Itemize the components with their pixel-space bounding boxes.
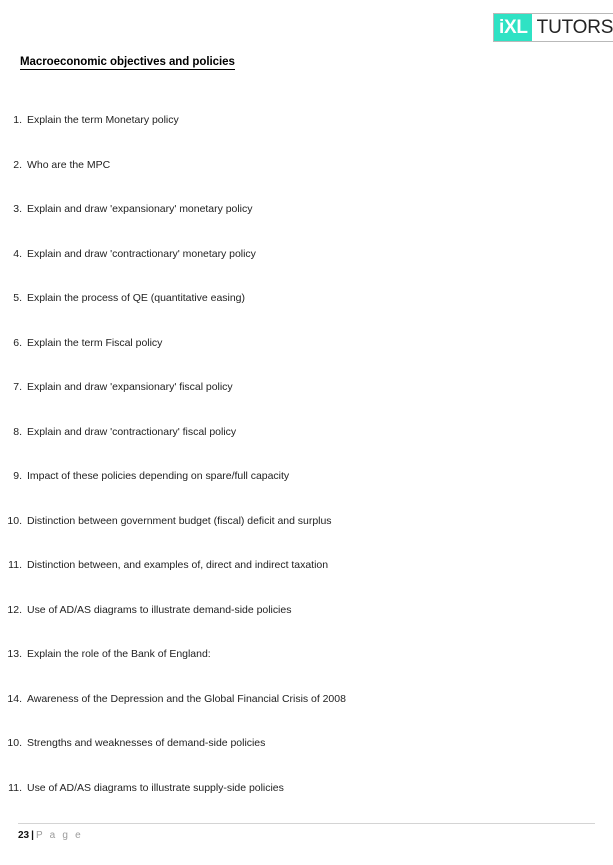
- list-item: [0, 426, 613, 471]
- logo-word-text: TUTORS: [532, 14, 613, 41]
- list-item-text: Explain the term Monetary policy: [27, 114, 179, 126]
- list-item: [0, 292, 613, 337]
- list-item: [0, 337, 613, 382]
- list-item-text: Use of AD/AS diagrams to illustrate demand-side policies: [27, 603, 292, 616]
- list-item: [0, 559, 613, 604]
- list-item: [0, 248, 613, 293]
- list-item-number: 13.: [7, 648, 22, 660]
- page-header: [0, 0, 613, 50]
- list-item-text: Impact of these policies depending on spare/full capacity: [27, 470, 290, 482]
- list-item: [0, 737, 613, 782]
- list-item-text: Strengths and weaknesses of demand-side policies: [27, 737, 266, 749]
- list-item-text: Explain and draw 'contractionary' monetary policy: [27, 247, 256, 260]
- list-item: [0, 203, 613, 248]
- list-item-text: Explain the process of QE (quantitative easing): [27, 292, 245, 304]
- list-item-number: 3.: [13, 203, 22, 215]
- list-item: [0, 381, 613, 426]
- list-item: [0, 782, 613, 827]
- ixl-tutors-logo: [493, 13, 613, 42]
- list-item-text: Use of AD/AS diagrams to illustrate supply-side policies: [27, 781, 284, 794]
- question-list: [0, 114, 613, 826]
- list-item: [0, 693, 613, 738]
- list-item: [0, 604, 613, 649]
- footer-page-number: 23: [18, 830, 30, 841]
- page-title: Macroeconomic objectives and policies: [20, 56, 235, 68]
- list-item-number: 9.: [13, 470, 22, 482]
- list-item-number: 4.: [13, 247, 22, 260]
- list-item: [0, 515, 613, 560]
- list-item-number: 5.: [13, 292, 22, 304]
- list-item-number: 8.: [13, 425, 22, 438]
- footer-page-label: P a g e: [35, 830, 83, 841]
- list-item: [0, 470, 613, 515]
- page-footer: [18, 823, 595, 841]
- list-item-text: Explain and draw 'expansionary' monetary policy: [27, 203, 253, 215]
- list-item-number: 12.: [7, 603, 22, 616]
- footer-separator: |: [31, 830, 34, 841]
- list-item: [0, 648, 613, 693]
- logo-mark-text: iXL: [494, 14, 532, 41]
- list-item-number: 10.: [7, 737, 22, 749]
- list-item-text: Explain and draw 'expansionary' fiscal policy: [27, 381, 233, 393]
- footer-content: [18, 824, 595, 841]
- list-item-number: 10.: [7, 514, 22, 527]
- list-item-text: Who are the MPC: [27, 158, 111, 171]
- list-item-number: 6.: [13, 336, 22, 349]
- list-item-text: Explain the term Fiscal policy: [27, 336, 163, 349]
- list-item-number: 1.: [13, 114, 22, 126]
- list-item: [0, 159, 613, 204]
- list-item: [0, 114, 613, 159]
- list-item-number: 11.: [8, 559, 22, 571]
- list-item-text: Distinction between, and examples of, direct and indirect taxation: [27, 559, 329, 571]
- list-item-text: Explain the role of the Bank of England:: [27, 648, 211, 660]
- list-item-text: Distinction between government budget (fiscal) deficit and surplus: [27, 514, 332, 527]
- list-item-text: Awareness of the Depression and the Global Financial Crisis of 2008: [27, 692, 346, 705]
- list-item-number: 14.: [7, 692, 22, 705]
- list-item-number: 2.: [13, 158, 22, 171]
- list-item-number: 11.: [8, 781, 22, 794]
- list-item-number: 7.: [13, 381, 22, 393]
- list-item-text: Explain and draw 'contractionary' fiscal policy: [27, 425, 237, 438]
